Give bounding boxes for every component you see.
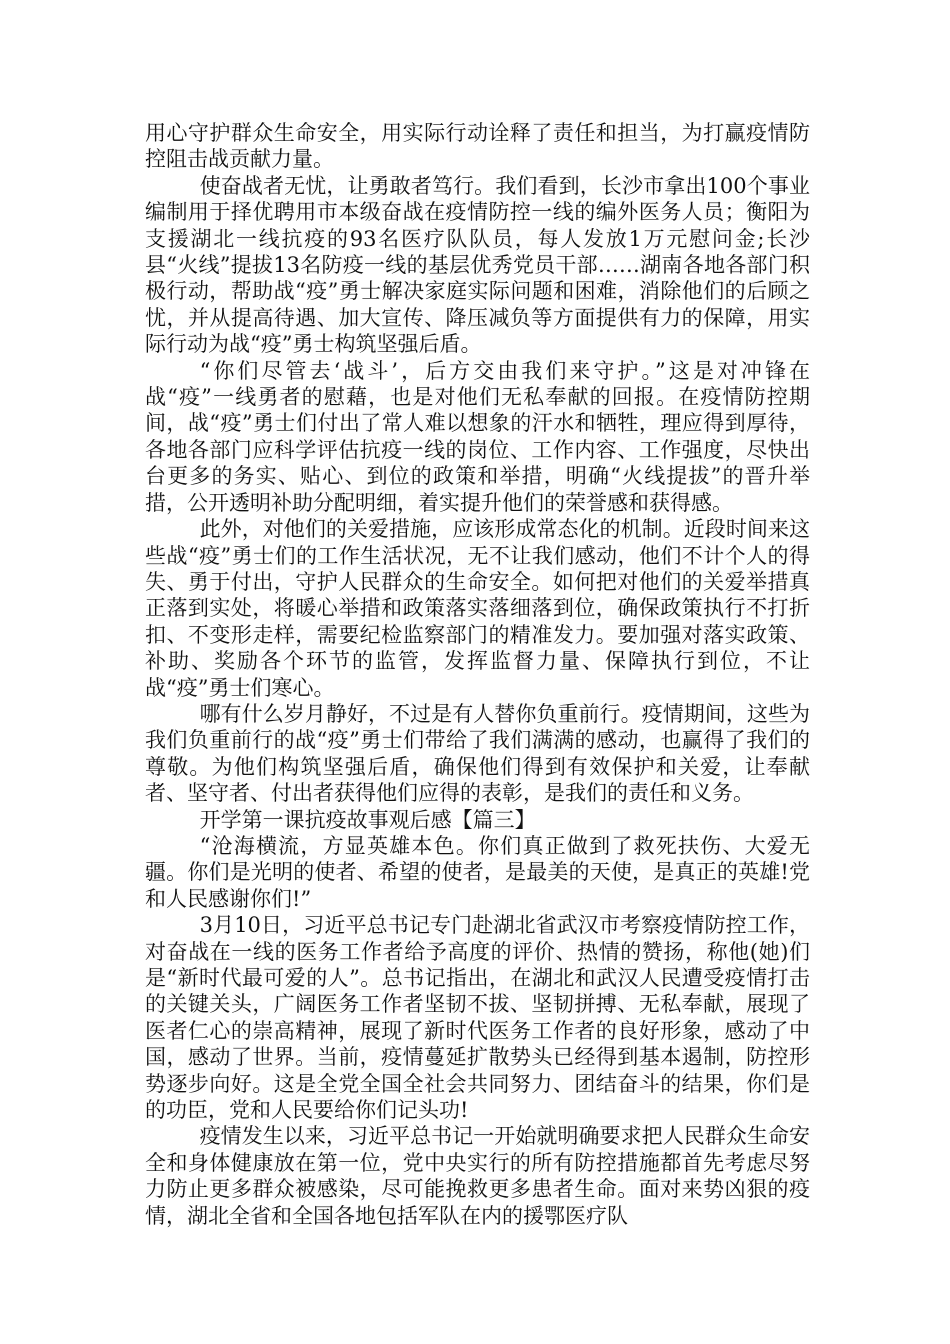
- body-paragraph: 此外，对他们的关爱措施，应该形成常态化的机制。近段时间来这些战“疫”勇士们的工作生活状况，无不让我们感动，他们不计个人的得失、勇于付出，守护人民群众的生命安全。如何把对他们的关爱举措真正落到实处，将暖心举措和政策落实落细落到位，确保政策执行不打折扣、不变形走样，需要纪检监察部门的精准发力。要加强对落实政策、补助、奖励各个环节的监管，发挥监督力量、保障执行到位，不让战“疫”勇士们寒心。: [145, 517, 810, 700]
- body-paragraph: 用心守护群众生命安全，用实际行动诠释了责任和担当，为打赢疫情防控阻击战贡献力量。: [145, 121, 810, 172]
- document-page: [145, 120, 810, 1229]
- body-paragraph: “沧海横流，方显英雄本色。你们真正做到了救死扶伤、大爱无疆。你们是光明的使者、希望的使者，是最美的天使，是真正的英雄!党和人民感谢你们!”: [145, 833, 810, 911]
- body-paragraph: 3月10日，习近平总书记专门赴湖北省武汉市考察疫情防控工作，对奋战在一线的医务工作者给予高度的评价、热情的赞扬，称他(她)们是“新时代最可爱的人”。总书记指出，在湖北和武汉人民遭受疫情打击的关键关头，广阔医务工作者坚韧不拔、坚韧拼搏、无私奉献，展现了医者仁心的崇高精神，展现了新时代医务工作者的良好形象，感动了中国，感动了世界。当前，疫情蔓延扩散势头已经得到基本遏制，防控形势逐步向好。这是全党全国全社会共同努力、团结奋斗的结果，你们是的功臣，党和人民要给你们记头功!: [145, 913, 810, 1123]
- body-paragraph: 哪有什么岁月静好，不过是有人替你负重前行。疫情期间，这些为我们负重前行的战“疫”勇士们带给了我们满满的感动，也赢得了我们的尊敬。为他们构筑坚强后盾，确保他们得到有效保护和关爱，让奉献者、坚守者、付出者获得他们应得的表彰，是我们的责任和义务。: [145, 701, 810, 806]
- body-paragraph: 使奋战者无忧，让勇敢者笃行。我们看到，长沙市拿出100个事业编制用于择优聘用市本级奋战在疫情防控一线的编外医务人员；衡阳为支援湖北一线抗疫的93名医疗队队员，每人发放1万元慰问金;长沙县“火线”提拔13名防疫一线的基层优秀党员干部……湖南各地各部门积极行动，帮助战“疫”勇士解决家庭实际问题和困难，消除他们的后顾之忧，并从提高待遇、加大宣传、降压减负等方面提供有力的保障，用实际行动为战“疫”勇士构筑坚强后盾。: [145, 173, 810, 357]
- body-paragraph: 疫情发生以来，习近平总书记一开始就明确要求把人民群众生命安全和身体健康放在第一位，党中央实行的所有防控措施都首先考虑尽努力防止更多群众被感染，尽可能挽救更多患者生命。面对来势凶狠的疫情，湖北全省和全国各地包括军队在内的援鄂医疗队: [145, 1124, 810, 1228]
- body-paragraph: “你们尽管去‘战斗’，后方交由我们来守护。”这是对冲锋在战“疫”一线勇者的慰藉，也是对他们无私奉献的回报。在疫情防控期间，战“疫”勇士们付出了常人难以想象的汗水和牺牲，理应得到厚待，各地各部门应科学评估抗疫一线的岗位、工作内容、工作强度，尽快出台更多的务实、贴心、到位的政策和举措，明确“火线提拔”的晋升举措，公开透明补助分配明细，着实提升他们的荣誉感和获得感。: [145, 358, 810, 515]
- section-heading: 开学第一课抗疫故事观后感【篇三】: [199, 807, 536, 832]
